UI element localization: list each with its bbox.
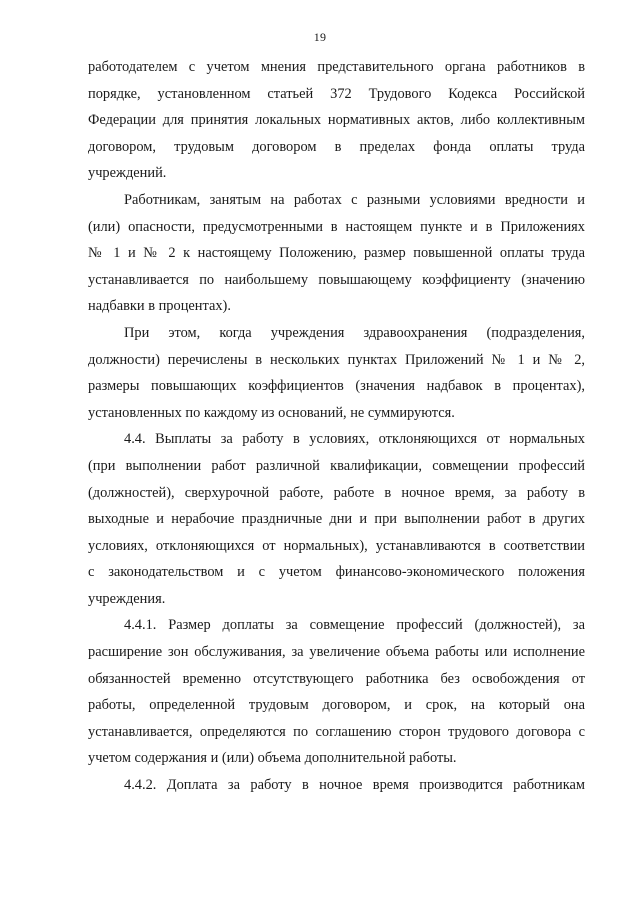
text-line: установленных по каждому из оснований, не суммируются. <box>88 404 455 421</box>
text-line: учреждения. <box>88 590 166 607</box>
text-line: порядке, установленном статьей 372 Трудового Кодекса Российской <box>88 85 585 102</box>
text-line: надбавки в процентах). <box>88 298 231 315</box>
page-number: 19 <box>313 30 327 44</box>
text-line: условиях, отклоняющихся от нормальных), устанавливаются в соответствии <box>88 537 585 554</box>
text-line: (при выполнении работ различной квалификации, совмещении профессий <box>88 457 585 474</box>
text-line: устанавливается по наибольшему повышающему коэффициенту (значению <box>88 271 585 288</box>
text-line: должности) перечислены в нескольких пунктах Приложений № 1 и № 2, <box>88 351 585 368</box>
text-line: Федерации для принятия локальных нормативных актов, либо коллективным <box>88 112 585 129</box>
text-line: выходные и нерабочие праздничные дни и при выполнении работ в других <box>88 511 585 528</box>
text-line: 4.4.2. Доплата за работу в ночное время производится работникам <box>124 777 585 794</box>
text-line: расширение зон обслуживания, за увеличение объема работы или исполнение <box>88 644 585 661</box>
text-line: обязанностей временно отсутствующего работника без освобождения от <box>88 670 585 687</box>
text-line: (должностей), сверхурочной работе, работе в ночное время, за работу в <box>88 484 585 501</box>
text-line: 4.4. Выплаты за работу в условиях, отклоняющихся от нормальных <box>124 431 585 448</box>
text-line: Работникам, занятым на работах с разными условиями вредности и <box>124 191 585 208</box>
text-line: размеры повышающих коэффициентов (значения надбавок в процентах), <box>88 378 585 395</box>
text-line: 4.4.1. Размер доплаты за совмещение профессий (должностей), за <box>124 617 585 634</box>
text-line: работы, определенной трудовым договором, и срок, на который она <box>88 697 585 714</box>
text-line: При этом, когда учреждения здравоохранения (подразделения, <box>124 324 585 341</box>
text-line: работодателем с учетом мнения представительного органа работников в <box>88 59 585 75</box>
text-line: (или) опасности, предусмотренными в настоящем пункте и в Приложениях <box>88 218 585 235</box>
text-line: договором, трудовым договором в пределах фонда оплаты труда <box>88 138 585 155</box>
text-line: с законодательством и с учетом финансово-экономического положения <box>88 564 585 581</box>
text-line: устанавливается, определяются по соглашению сторон трудового договора с <box>88 723 585 740</box>
document-body <box>88 54 585 799</box>
text-line: № 1 и № 2 к настоящему Положению, размер повышенной оплаты труда <box>88 245 585 262</box>
text-line: учетом содержания и (или) объема дополнительной работы. <box>88 750 457 767</box>
text-line: учреждений. <box>88 165 167 182</box>
